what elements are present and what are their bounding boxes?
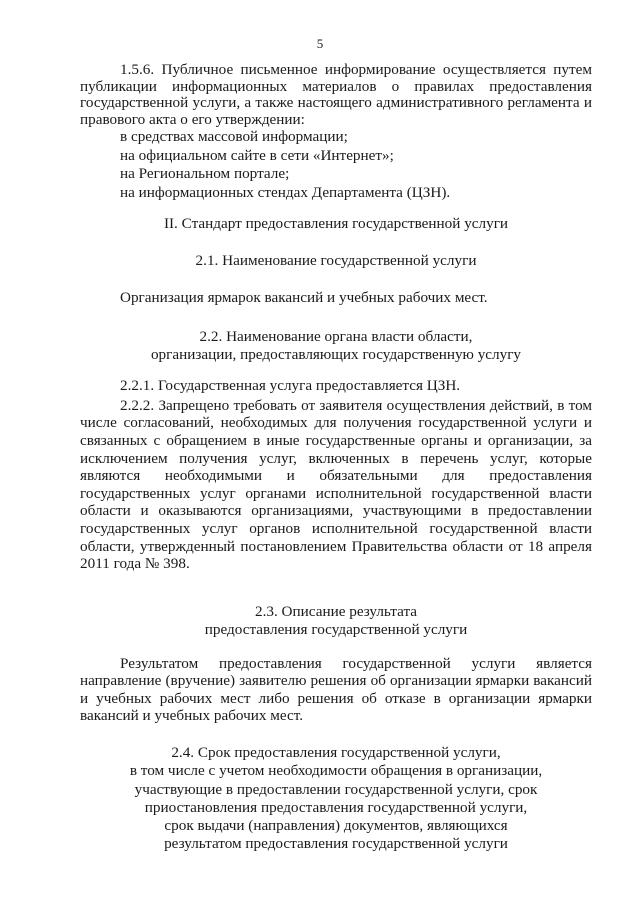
heading-line: результатом предоставления государственной услуги [164, 834, 508, 852]
heading-line: 2.2. Наименование органа власти области, [199, 328, 473, 346]
section-2-3-heading [80, 603, 592, 639]
paragraph-2-2-1: 2.2.1. Государственная услуга предоставляется ЦЗН. [120, 377, 461, 395]
section-2-2-heading [80, 328, 592, 364]
heading-line: организации, предоставляющих государственную услугу [150, 346, 522, 364]
section-2-1-heading: 2.1. Наименование государственной услуги [195, 251, 477, 269]
heading-line: срок выдачи (направления) документов, являющихся [164, 816, 508, 834]
section-2-3-text: Результатом предоставления государственной услуги является направление (вручение) заявителю решения об организации ярмарки вакансий и учебных рабочих мест либо решения об отказе в организации ярмарки вакансий и учебных рабочих мест. [80, 654, 592, 724]
list-item: на информационных стендах Департамента (ЦЗН). [120, 183, 451, 201]
paragraph-2-2-2: 2.2.2. Запрещено требовать от заявителя осуществления действий, в том числе согласований, необходимых для получения государственной услуги и связанных с обращением в иные государственные органы и организации, за исключением получения услуг, включенных в перечень услуг, которые являются необходимыми и обязательными для предоставления государственных услуг органами исполнительной государственной власти области и оказываются организациями, участвующими в предоставлении государственных услуг органов исполнительной государственной власти области, утвержденный постановлением Правительства области от 18 апреля 2011 года № 398. [80, 396, 592, 573]
section-2-heading: II. Стандарт предоставления государственной услуги [163, 215, 509, 233]
section-2-4-heading [80, 744, 592, 853]
list-item: на официальном сайте в сети «Интернет»; [120, 146, 394, 164]
heading-line: приостановления предоставления государственной услуги, [144, 798, 528, 816]
heading-line: 2.3. Описание результата [254, 602, 418, 620]
heading-line: 2.4. Срок предоставления государственной услуги, [171, 744, 501, 762]
heading-line: предоставления государственной услуги [204, 620, 468, 638]
section-2-1-text: Организация ярмарок вакансий и учебных рабочих мест. [120, 288, 488, 306]
heading-line: участвующие в предоставлении государственной услуги, срок [134, 780, 538, 798]
publication-channels-list [80, 128, 592, 202]
heading-line: в том числе с учетом необходимости обращения в организации, [129, 762, 543, 780]
paragraph-1-5-6: 1.5.6. Публичное письменное информирование осуществляется путем публикации информационных материалов о правилах предоставления государственной услуги, а также настоящего административного регламента и правового акта о его утверждении: [80, 61, 592, 128]
list-item: на Региональном портале; [120, 165, 290, 183]
list-item: в средствах массовой информации; [120, 128, 348, 146]
document-body [80, 62, 592, 853]
page-number: 5 [316, 36, 324, 51]
